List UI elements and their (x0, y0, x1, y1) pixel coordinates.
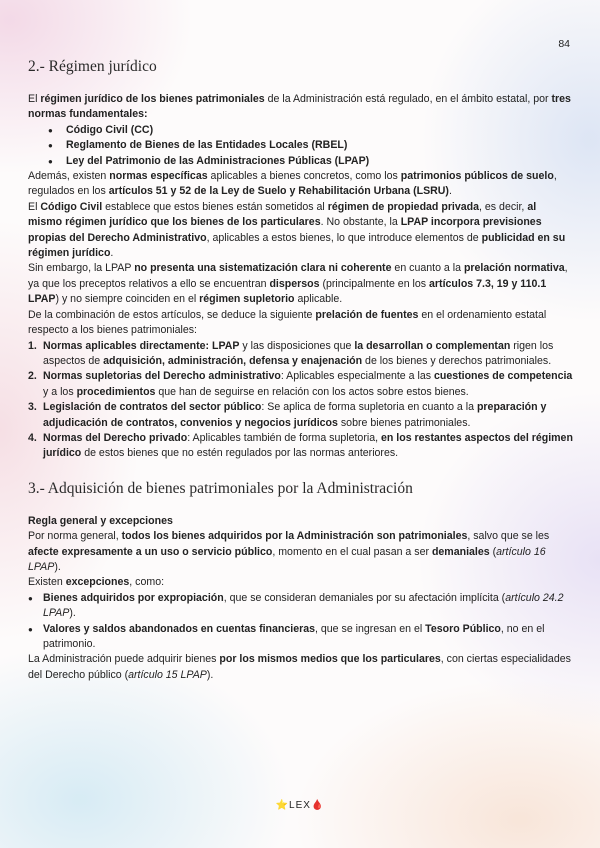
list-item: 2. Normas supletorias del Derecho administrativo: Aplicables especialmente a las cuestiones de competencia y a los procedimientos que han de seguirse en relación con los actos sobre estos bienes. (28, 370, 573, 398)
list-item: ● Valores y saldos abandonados en cuentas financieras, que se ingresan en el Tesoro Público, no en el patrimonio. (28, 622, 573, 653)
footer-brand (0, 800, 600, 811)
list-item: ● Ley del Patrimonio de las Administraciones Públicas (LPAP) (28, 154, 573, 169)
page-content (28, 58, 573, 683)
paragraph: Por norma general, todos los bienes adquiridos por la Administración son patrimoniales, salvo que se les afecte expresamente a un uso o servicio público, momento en el cual pasan a ser demaniales (artículo 16 LPAP). (28, 530, 550, 573)
paragraph: De la combinación de estos artículos, se deduce la siguiente prelación de fuentes en el ordenamiento estatal respecto a los bienes patrimoniales: (28, 308, 547, 337)
exceptions-list (28, 591, 573, 653)
list-item: ● Bienes adquiridos por expropiación, que se consideran demaniales por su afectación implícita (artículo 24.2 LPAP). (28, 591, 573, 622)
drop-icon: 🩸 (310, 800, 325, 811)
section-3-title: 3.- Adquisición de bienes patrimoniales por la Administración (28, 479, 413, 497)
sources-list (28, 339, 573, 462)
page-number: 84 (558, 38, 570, 50)
section-3 (28, 480, 573, 683)
paragraph: Existen excepciones, como: (28, 576, 165, 589)
paragraph: La Administración puede adquirir bienes por los mismos medios que los particulares, con ciertas especialidades del Derecho público (artículo 15 LPAP). (28, 653, 571, 681)
brand-text: LEX (289, 800, 311, 811)
star-icon: ⭐ (275, 800, 290, 811)
list-item: ● Código Civil (CC) (28, 123, 573, 138)
subsection-title: Regla general y excepciones (28, 514, 173, 527)
list-item: 3. Legislación de contratos del sector público: Se aplica de forma supletoria en cuanto a la preparación y adjudicación de contratos, convenios y negocios jurídicos sobre bienes patrimoniales. (28, 401, 547, 429)
paragraph: El Código Civil establece que estos bienes están sometidos al régimen de propiedad privada, es decir, al mismo régimen jurídico que los bienes de los particulares. No obstante, la LPAP incorpora previsiones propias del Derecho Administrativo, aplicables a estos bienes, lo que introduce elementos de publicidad en su régimen jurídico. (28, 200, 566, 260)
paragraph: Además, existen normas específicas aplicables a bienes concretos, como los patrimonios públicos de suelo, regulados en los artículos 51 y 52 de la Ley de Suelo y Rehabilitación Urbana (LSRU). (28, 170, 557, 198)
norms-list (28, 123, 573, 169)
paragraph: El régimen jurídico de los bienes patrimoniales de la Administración está regulado, en el ámbito estatal, por tres normas fundamentales: (28, 93, 571, 121)
section-2-title: 2.- Régimen jurídico (28, 58, 157, 75)
paragraph: Sin embargo, la LPAP no presenta una sistematización clara ni coherente en cuanto a la prelación normativa, ya que los preceptos relativos a ello se encuentran dispersos (principalmente en los artículos 7.3, 19 y 110.1 LPAP) y no siempre coinciden en el régimen supletorio aplicable. (28, 262, 568, 306)
list-item: 4. Normas del Derecho privado: Aplicables también de forma supletoria, en los restantes aspectos del régimen jurídico de estos bienes que no estén regulados por las normas anteriores. (28, 431, 573, 460)
list-item: ● Reglamento de Bienes de las Entidades Locales (RBEL) (28, 138, 573, 153)
list-item: 1. Normas aplicables directamente: LPAP y las disposiciones que la desarrollan o complementan rigen los aspectos de adquisición, administración, defensa y enajenación de los bienes y derechos patrimoniales. (28, 339, 554, 367)
